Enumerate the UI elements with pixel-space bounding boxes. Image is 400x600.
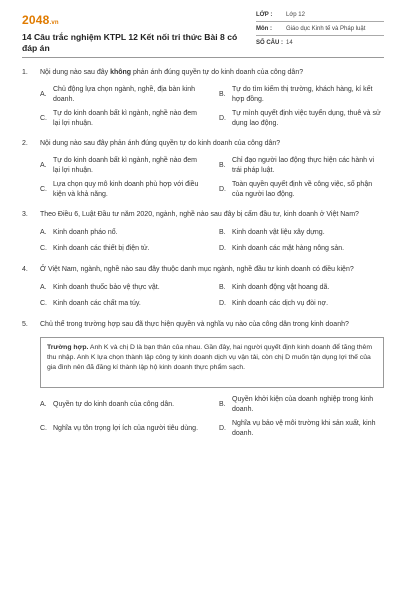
option-letter: B. [219,229,226,236]
answer-option-a[interactable] [40,395,205,415]
document-title: 14 Câu trắc nghiệm KTPL 12 Kết nối tri thức Bài 8 có đáp án [22,32,238,53]
meta-value: Giáo dục Kinh tế và Pháp luật [286,25,366,32]
meta-value: 14 [286,39,293,46]
option-text: Kinh doanh các thiết bị điện tử. [53,245,150,252]
option-letter: A. [40,91,47,98]
option-letter: D. [219,115,226,122]
answer-options [22,156,384,200]
page-header [22,8,384,58]
answer-option-b[interactable] [219,85,384,105]
question-4 [22,265,384,310]
question-text: Nội dung nào sau đây không phản ánh đúng quyền tự do kinh doanh của công dân? [40,69,304,76]
answer-options [22,85,384,129]
option-text: Kinh doanh pháo nổ. [53,229,118,236]
passage-body: Anh K và chị D là bạn thân của nhau. Gần đây, hai người quyết định kinh doanh để tăng thêm thu nhập. Anh K lựa chọn thành lập công ty kinh doanh dịch vụ vận tải, còn chị D muốn tận dụng lợi thế của gia đình nên đã đăng kí thành lập hộ kinh doanh thực phẩm sạch. [47,344,373,371]
question-number: 4. [22,266,28,273]
option-text: Tự do kinh doanh bất kì ngành, nghề nào đem lại lợi nhuận. [53,157,198,174]
site-logo[interactable] [22,8,246,34]
option-text: Toàn quyền quyết định về công việc, số phận của người lao động. [232,181,373,198]
meta-table [246,8,384,54]
question-text: Theo Điều 6, Luật Đầu tư năm 2020, ngành, nghề nào sau đây bị cấm đầu tư, kinh doanh ở Việt Nam? [40,211,359,218]
meta-row-count [256,36,384,49]
answer-option-c[interactable] [40,298,205,310]
option-text: Tự do tìm kiếm thị trường, khách hàng, kí kết hợp đồng. [232,86,373,103]
option-letter: B. [219,91,226,98]
option-letter: B. [219,162,226,169]
option-text: Kinh doanh vật liệu xây dựng. [232,229,325,236]
option-letter: C. [40,115,47,122]
option-letter: D. [219,425,226,432]
option-text: Kinh doanh thuốc bảo vệ thực vật. [53,284,160,291]
answer-option-a[interactable] [40,227,205,239]
logo-suffix: .vn [49,20,59,26]
question-text: Nội dung nào sau đây phản ánh đúng quyền tự do kinh doanh của công dân? [40,140,281,147]
answer-option-d[interactable] [219,243,384,255]
option-text: Tự do kinh doanh bất kì ngành, nghề nào đem lại lợi nhuận. [53,110,198,127]
answer-option-b[interactable] [219,395,384,415]
option-letter: C. [40,245,47,252]
meta-row-class [256,8,384,22]
meta-label: Môn : [256,25,272,32]
question-3 [22,210,384,255]
option-letter: A. [40,401,47,408]
logo-main: 2048 [22,13,50,27]
option-text: Kinh doanh các mặt hàng nông sản. [232,245,345,252]
option-text: Nghĩa vụ bảo vệ môi trường khi sản xuất, kinh doanh. [232,420,376,437]
answer-option-b[interactable] [219,156,384,176]
answer-options [22,227,384,255]
question-number: 1. [22,69,28,76]
question-number: 2. [22,140,28,147]
option-text: Nghĩa vụ tôn trọng lợi ích của người tiêu dùng. [53,425,199,432]
option-text: Kinh doanh động vật hoang dã. [232,284,330,291]
answer-option-a[interactable] [40,156,205,176]
question-text: Ở Việt Nam, ngành, nghề nào sau đây thuộc danh mục ngành, nghề đầu tư kinh doanh có điều kiện? [40,266,354,273]
answer-option-a[interactable] [40,85,205,105]
answer-option-c[interactable] [40,180,205,200]
option-text: Kinh doanh các chất ma túy. [53,300,141,307]
option-text: Tự mình quyết định việc tuyển dụng, thuê và sử dụng lao động. [232,110,381,127]
answer-option-d[interactable] [219,109,384,129]
option-text: Quyền khởi kiện của doanh nghiệp trong kinh doanh. [232,396,374,413]
answer-options [22,395,384,439]
question-number: 3. [22,211,28,218]
option-text: Quyền tự do kinh doanh của công dân. [53,401,175,408]
meta-value: Lớp 12 [286,11,305,18]
passage-lead: Trường hợp. [47,344,89,351]
option-text: Chủ động lựa chọn ngành, nghề, địa bàn kinh doanh. [53,86,196,103]
answer-option-d[interactable] [219,180,384,200]
option-letter: B. [219,284,226,291]
case-passage [40,337,384,388]
option-letter: A. [40,162,47,169]
question-text: Chủ thể trong trường hợp sau đã thực hiện quyền và nghĩa vụ nào của công dân trong kinh doanh? [40,321,349,328]
header-left [22,8,246,54]
question-1 [22,68,384,129]
option-text: Kinh doanh các dịch vụ đòi nợ. [232,300,329,307]
option-text: Lựa chọn quy mô kinh doanh phù hợp với điều kiện và khả năng. [53,181,199,198]
meta-label: LỚP : [256,11,273,18]
option-letter: C. [40,300,47,307]
question-2 [22,139,384,200]
option-letter: C. [40,425,47,432]
option-text: Chỉ đạo người lao động thực hiện các hành vi trái pháp luật. [232,157,374,174]
question-number: 5. [22,321,28,328]
option-letter: C. [40,186,47,193]
answer-option-a[interactable] [40,282,205,294]
meta-row-subject [256,22,384,36]
answer-option-b[interactable] [219,227,384,239]
option-letter: D. [219,186,226,193]
answer-option-d[interactable] [219,419,384,439]
meta-label: SỐ CÂU : [256,39,283,46]
option-letter: A. [40,284,47,291]
answer-option-c[interactable] [40,419,205,439]
option-letter: A. [40,229,47,236]
option-letter: B. [219,401,226,408]
option-letter: D. [219,245,226,252]
answer-options [22,282,384,310]
answer-option-c[interactable] [40,109,205,129]
answer-option-c[interactable] [40,243,205,255]
answer-option-d[interactable] [219,298,384,310]
answer-option-b[interactable] [219,282,384,294]
option-letter: D. [219,300,226,307]
question-5 [22,320,384,439]
